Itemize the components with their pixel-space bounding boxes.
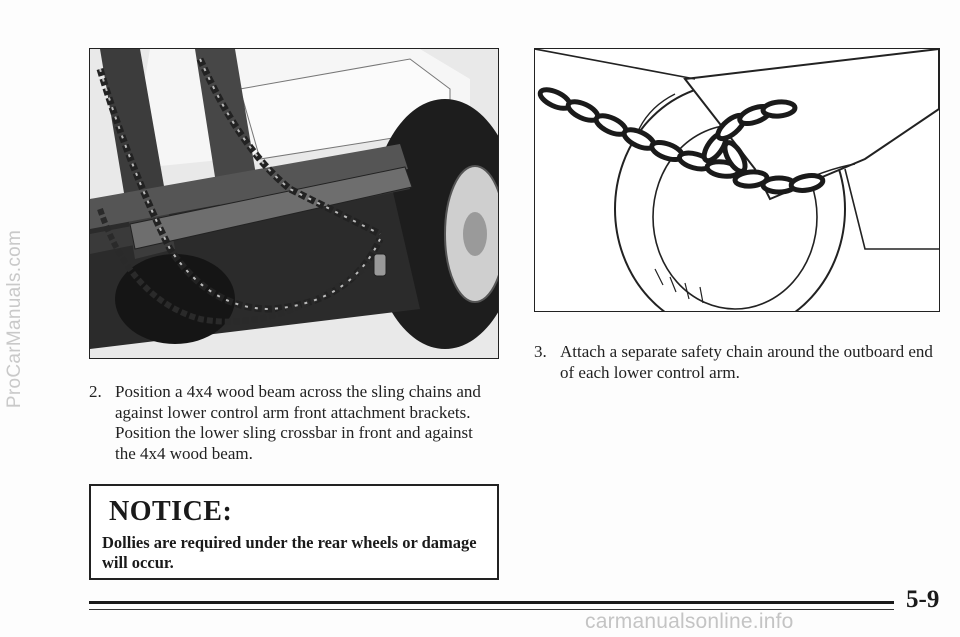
side-watermark (2, 0, 28, 637)
safety-chain-illustration (534, 48, 940, 312)
footer-rule (89, 601, 894, 604)
notice-box (89, 484, 499, 580)
notice-body: Dollies are required under the rear wheels or damage will occur. (102, 533, 477, 572)
side-watermark-text: ProCarManuals.com (4, 229, 25, 408)
notice-title: NOTICE: (109, 496, 233, 527)
step-number: 3. (534, 342, 547, 361)
instruction-step (534, 342, 934, 383)
footer-watermark: carmanualsonline.info (585, 610, 794, 633)
instruction-step (89, 382, 489, 464)
safety-chain-drawing (535, 49, 939, 311)
step-number: 2. (89, 382, 102, 401)
step-text: Attach a separate safety chain around the outboard end of each lower control arm. (560, 342, 933, 382)
sling-chain-drawing (90, 49, 498, 358)
page-number: 5-9 (906, 586, 940, 613)
step-text: Position a 4x4 wood beam across the sling chains and against lower control arm front attachment brackets. Position the lower sling crossbar in front and against the 4x4 wood beam. (115, 382, 481, 463)
sling-chain-illustration (89, 48, 499, 359)
